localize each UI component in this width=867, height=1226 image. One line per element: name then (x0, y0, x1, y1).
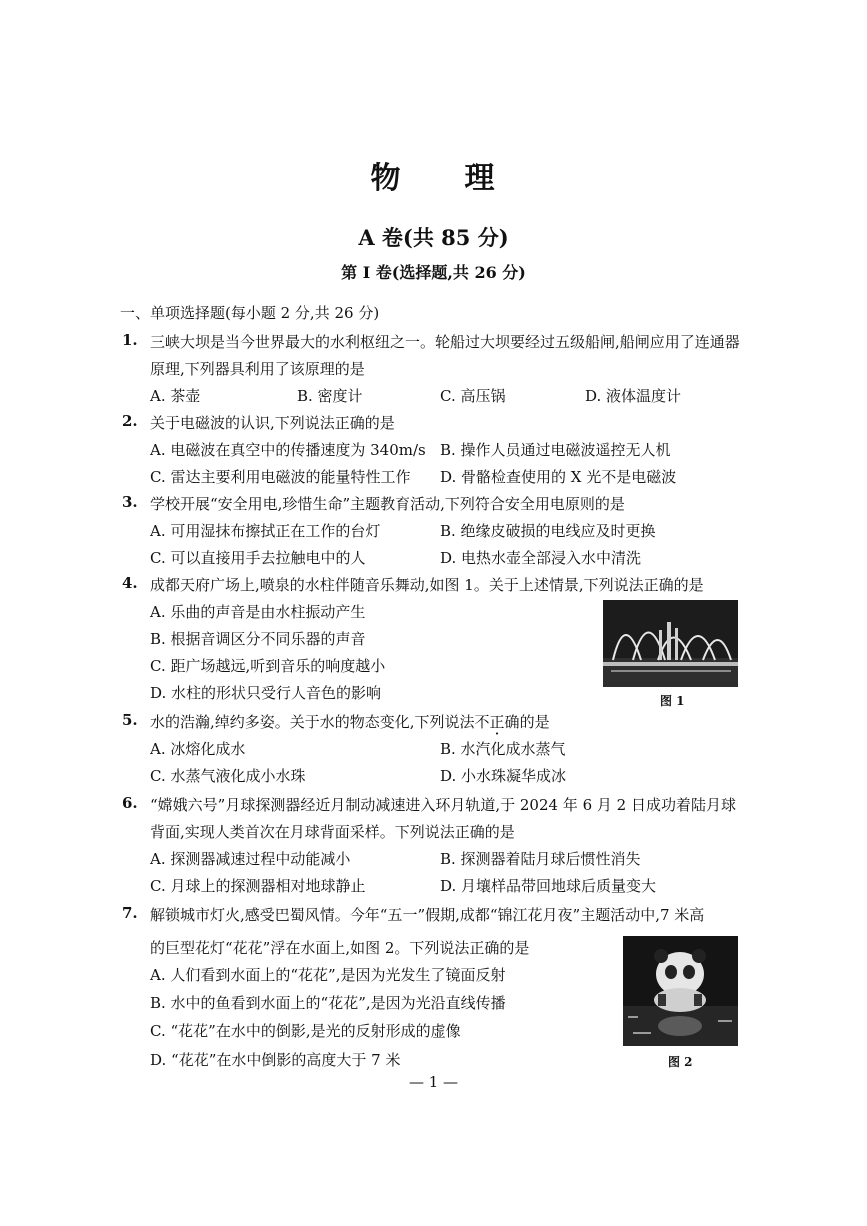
figure-1-caption: 图 1 (660, 694, 685, 708)
q4-stem-line1: 成都天府广场上,喷泉的水柱伴随音乐舞动,如图 1。关于上述情景,下列说法正确的是 (150, 576, 704, 594)
q3-number: 3. (122, 493, 138, 511)
q1-option-d: D. 液体温度计 (585, 387, 682, 405)
q1-stem-line2: 原理,下列器具利用了该原理的是 (150, 360, 365, 378)
q7-stem-line1: 解锁城市灯火,感受巴蜀风情。今年“五一”假期,成都“锦江花月夜”主题活动中,7 米高 (150, 906, 705, 924)
q7-number: 7. (122, 904, 138, 922)
q1-stem-line1: 三峡大坝是当今世界最大的水利枢纽之一。轮船过大坝要经过五级船闸,船闸应用了连通器 (150, 333, 740, 351)
volume-a-heading: A 卷(共 85 分) (358, 225, 509, 250)
q7-option-b: B. 水中的鱼看到水面上的“花花”,是因为光沿直线传播 (150, 994, 506, 1012)
q3-option-d: D. 电热水壶全部浸入水中清洗 (440, 549, 642, 567)
q2-option-d: D. 骨骼检查使用的 X 光不是电磁波 (440, 468, 677, 486)
q5-stem-post: 的是 (519, 713, 550, 731)
q1-option-a: A. 茶壶 (150, 387, 201, 405)
q5-emphasis-not-correct: 不正确 (474, 713, 520, 731)
title-char-1: 物 (370, 161, 403, 196)
q3-stem-line1: 学校开展“安全用电,珍惜生命”主题教育活动,下列符合安全用电原则的是 (150, 495, 625, 513)
title-char-2: 理 (464, 161, 497, 196)
q6-option-a: A. 探测器减速过程中动能减小 (150, 850, 351, 868)
q7-option-c: C. “花花”在水中的倒影,是光的反射形成的虚像 (150, 1022, 461, 1040)
panda-lantern-illustration (623, 936, 738, 1046)
q4-option-d: D. 水柱的形状只受行人音色的影响 (150, 684, 382, 702)
q4-number: 4. (122, 574, 138, 592)
q5-option-a: A. 冰熔化成水 (150, 740, 246, 758)
q7-option-a: A. 人们看到水面上的“花花”,是因为光发生了镜面反射 (150, 966, 506, 984)
q2-stem-line1: 关于电磁波的认识,下列说法正确的是 (150, 414, 395, 432)
volume-1-heading: 第 I 卷(选择题,共 26 分) (341, 263, 526, 282)
q5-stem-line1 (150, 711, 550, 732)
q4-option-c: C. 距广场越远,听到音乐的响度越小 (150, 657, 386, 675)
q6-option-c: C. 月球上的探测器相对地球静止 (150, 877, 366, 895)
q6-option-b: B. 探测器着陆月球后惯性消失 (440, 850, 641, 868)
q7-stem-line2: 的巨型花灯“花花”浮在水面上,如图 2。下列说法正确的是 (150, 939, 530, 957)
section-heading: 一、单项选择题(每小题 2 分,共 26 分) (120, 304, 380, 322)
q2-option-c: C. 雷达主要利用电磁波的能量特性工作 (150, 468, 411, 486)
q6-stem-line1: “嫦娥六号”月球探测器经近月制动减速进入环月轨道,于 2024 年 6 月 2 日成功着陆月球 (150, 796, 736, 814)
q4-option-b: B. 根据音调区分不同乐器的声音 (150, 630, 366, 648)
q2-option-a: A. 电磁波在真空中的传播速度为 340m/s (150, 441, 426, 459)
q3-option-b: B. 绝缘皮破损的电线应及时更换 (440, 522, 656, 540)
figure-1-fountain-photo (603, 600, 738, 687)
figure-2-lantern-photo (623, 936, 738, 1046)
q1-number: 1. (122, 331, 138, 349)
q6-number: 6. (122, 794, 138, 812)
q3-option-a: A. 可用湿抹布擦拭正在工作的台灯 (150, 522, 381, 540)
q3-option-c: C. 可以直接用手去拉触电中的人 (150, 549, 366, 567)
page-title (0, 153, 867, 197)
q6-option-d: D. 月壤样品带回地球后质量变大 (440, 877, 657, 895)
q2-number: 2. (122, 412, 138, 430)
q4-option-a: A. 乐曲的声音是由水柱振动产生 (150, 603, 366, 621)
q5-option-d: D. 小水珠凝华成冰 (440, 767, 567, 785)
q1-option-b: B. 密度计 (297, 387, 363, 405)
q5-option-b: B. 水汽化成水蒸气 (440, 740, 566, 758)
q5-stem-pre: 水的浩瀚,绰约多姿。关于水的物态变化,下列说法 (150, 713, 475, 731)
page-number: — 1 — (408, 1073, 459, 1091)
q5-number: 5. (122, 711, 138, 729)
q6-stem-line2: 背面,实现人类首次在月球背面采样。下列说法正确的是 (150, 823, 515, 841)
q5-option-c: C. 水蒸气液化成小水珠 (150, 767, 306, 785)
fountain-illustration (603, 600, 738, 687)
q1-option-c: C. 高压锅 (440, 387, 506, 405)
q2-option-b: B. 操作人员通过电磁波遥控无人机 (440, 441, 671, 459)
figure-2-caption: 图 2 (668, 1055, 693, 1069)
q7-option-d: D. “花花”在水中倒影的高度大于 7 米 (150, 1051, 401, 1069)
